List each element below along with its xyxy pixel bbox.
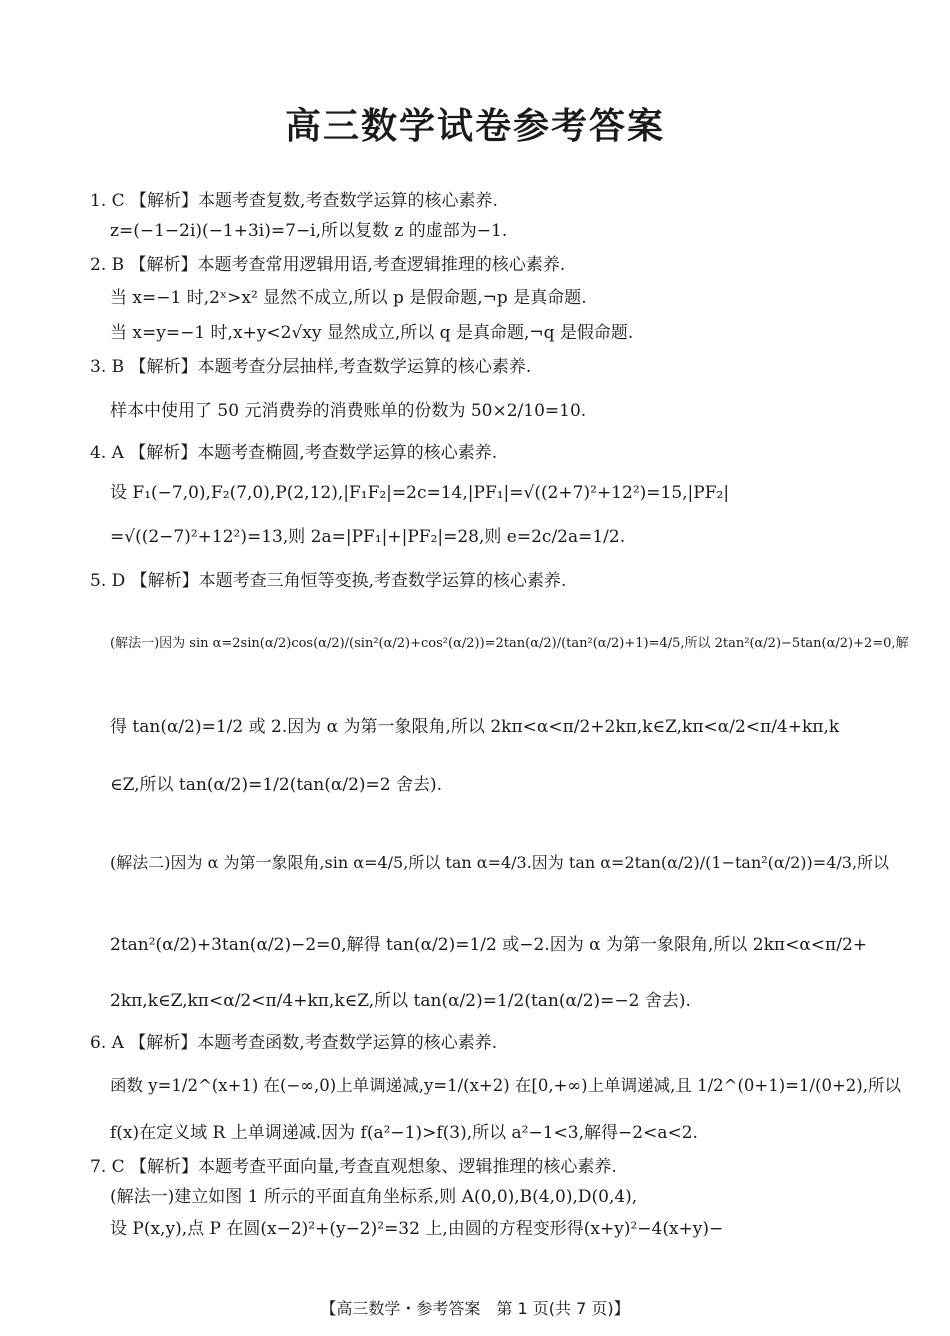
q5-line-5: 2tan²(α/2)+3tan(α/2)−2=0,解得 tan(α/2)=1/2 或−2.因为 α 为第一象限角,所以 2kπ<α<π/2+ — [110, 935, 868, 955]
q7-line-2: 设 P(x,y),点 P 在圆(x−2)²+(y−2)²=32 上,由圆的方程变形得(x+y)²−4(x+y)− — [110, 1219, 724, 1239]
q2-heading: 2. B 【解析】本题考查常用逻辑用语,考查逻辑推理的核心素养. — [90, 255, 566, 275]
q2-line-2: 当 x=y=−1 时,x+y<2√xy 显然成立,所以 q 是真命题,¬q 是假命题. — [110, 323, 634, 343]
q4-line-2: =√((2−7)²+12²)=13,则 2a=|PF₁|+|PF₂|=28,则 e=2c/2a=1/2. — [110, 527, 626, 547]
q1-heading: 1. C 【解析】本题考查复数,考查数学运算的核心素养. — [90, 191, 498, 211]
q5-line-3: ∈Z,所以 tan(α/2)=1/2(tan(α/2)=2 舍去). — [110, 775, 443, 795]
q7-line-1: (解法一)建立如图 1 所示的平面直角坐标系,则 A(0,0),B(4,0),D(0,4), — [110, 1187, 638, 1207]
q5-line-6: 2kπ,k∈Z,kπ<α/2<π/4+kπ,k∈Z,所以 tan(α/2)=1/2(tan(α/2)=−2 舍去). — [110, 991, 691, 1011]
q4-heading: 4. A 【解析】本题考查椭圆,考查数学运算的核心素养. — [90, 443, 498, 463]
q3-line-1: 样本中使用了 50 元消费券的消费账单的份数为 50×2/10=10. — [110, 401, 587, 421]
q5-heading: 5. D 【解析】本题考查三角恒等变换,考查数学运算的核心素养. — [90, 571, 567, 591]
page-title: 高三数学试卷参考答案 — [284, 106, 665, 147]
q5-line-1: (解法一)因为 sin α=2sin(α/2)cos(α/2)/(sin²(α/2)+cos²(α/2))=2tan(α/2)/(tan²(α/2)+1)=4/5,所以 2tan²(α/2)−5tan(α/2)+2=0,解 — [110, 636, 909, 651]
page-footer: 【高三数学・参考答案 第 1 页(共 7 页)】 — [320, 1299, 630, 1318]
q2-line-1: 当 x=−1 时,2ˣ>x² 显然不成立,所以 p 是假命题,¬p 是真命题. — [110, 288, 587, 308]
q6-line-2: f(x)在定义域 R 上单调递减.因为 f(a²−1)>f(3),所以 a²−1<3,解得−2<a<2. — [110, 1123, 698, 1143]
q1-line-1: z=(−1−2i)(−1+3i)=7−i,所以复数 z 的虚部为−1. — [110, 221, 508, 241]
q6-heading: 6. A 【解析】本题考查函数,考查数学运算的核心素养. — [90, 1033, 498, 1053]
q6-line-1: 函数 y=1/2^(x+1) 在(−∞,0)上单调递减,y=1/(x+2) 在[0,+∞)上单调递减,且 1/2^(0+1)=1/(0+2),所以 — [110, 1076, 901, 1095]
q5-line-2: 得 tan(α/2)=1/2 或 2.因为 α 为第一象限角,所以 2kπ<α<π/2+2kπ,k∈Z,kπ<α/2<π/4+kπ,k — [110, 717, 840, 737]
q4-line-1: 设 F₁(−7,0),F₂(7,0),P(2,12),|F₁F₂|=2c=14,|PF₁|=√((2+7)²+12²)=15,|PF₂| — [110, 483, 730, 503]
q5-line-4: (解法二)因为 α 为第一象限角,sin α=4/5,所以 tan α=4/3.因为 tan α=2tan(α/2)/(1−tan²(α/2))=4/3,所以 — [110, 853, 890, 872]
q3-heading: 3. B 【解析】本题考查分层抽样,考查数学运算的核心素养. — [90, 357, 532, 377]
q7-heading: 7. C 【解析】本题考查平面向量,考查直观想象、逻辑推理的核心素养. — [90, 1157, 617, 1177]
